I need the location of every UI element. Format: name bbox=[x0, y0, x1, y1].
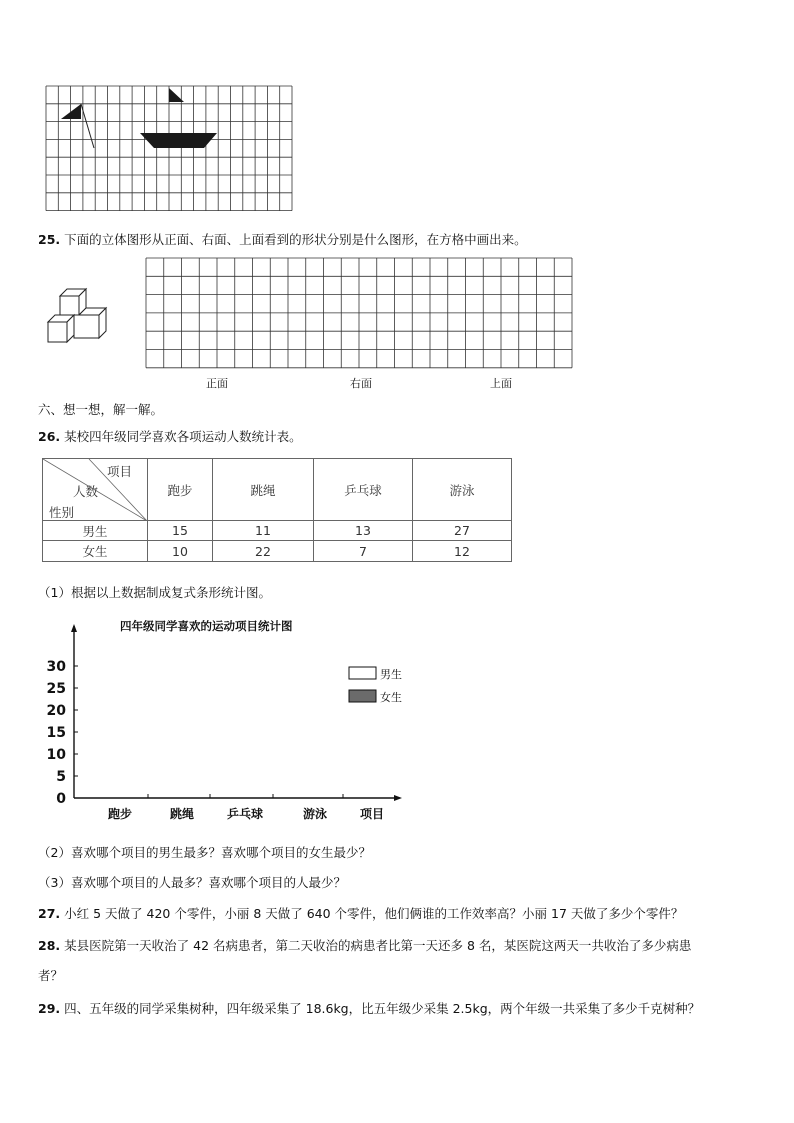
label-front: 正面 bbox=[206, 377, 228, 390]
row-label: 女生 bbox=[43, 541, 148, 562]
table-corner-cell bbox=[43, 459, 148, 521]
corner-item: 项目 bbox=[107, 464, 133, 479]
table-header-cell: 乒乓球 bbox=[314, 459, 413, 521]
bar-chart bbox=[40, 612, 420, 827]
x-category-label: 跳绳 bbox=[169, 807, 195, 821]
cube-figure bbox=[46, 284, 116, 354]
y-tick-label: 20 bbox=[46, 703, 66, 719]
table-cell: 27 bbox=[413, 521, 512, 541]
row-label: 男生 bbox=[43, 521, 148, 541]
table-cell: 10 bbox=[148, 541, 213, 562]
label-top: 上面 bbox=[490, 377, 512, 390]
table-cell: 7 bbox=[314, 541, 413, 562]
y-tick-label: 10 bbox=[46, 747, 66, 763]
y-tick-label: 0 bbox=[56, 791, 66, 807]
question-25: 25. 下面的立体图形从正面、右面、上面看到的形状分别是什么图形，在方格中画出来。 bbox=[38, 232, 527, 247]
question-26: 26. 某校四年级同学喜欢各项运动人数统计表。 bbox=[38, 429, 302, 444]
chart-title: 四年级同学喜欢的运动项目统计图 bbox=[120, 619, 293, 633]
shape-triangle-top bbox=[169, 88, 184, 102]
table-header-cell: 游泳 bbox=[413, 459, 512, 521]
legend-swatch bbox=[349, 690, 376, 702]
question-27: 27. 小红 5 天做了 420 个零件，小丽 8 天做了 640 个零件，他们俩谁的工作效率高？小丽 17 天做了多少个零件？ bbox=[38, 906, 684, 921]
table-cell: 22 bbox=[213, 541, 314, 562]
y-tick-label: 15 bbox=[46, 725, 66, 741]
y-tick-label: 5 bbox=[56, 769, 66, 785]
question-26-sub3: （3）喜欢哪个项目的人最多？喜欢哪个项目的人最少？ bbox=[38, 875, 346, 890]
section-6-title: 六、想一想，解一解。 bbox=[38, 402, 164, 417]
legend-label: 女生 bbox=[380, 691, 402, 704]
table-cell: 13 bbox=[314, 521, 413, 541]
x-category-label: 乒乓球 bbox=[226, 807, 264, 821]
table-cell: 15 bbox=[148, 521, 213, 541]
y-tick-label: 30 bbox=[46, 659, 66, 675]
shape-trapezoid bbox=[140, 133, 217, 148]
x-category-label: 游泳 bbox=[302, 807, 328, 821]
legend-swatch bbox=[349, 667, 376, 679]
corner-count: 人数 bbox=[73, 484, 99, 499]
y-axis-arrow bbox=[71, 624, 77, 632]
x-category-label: 跑步 bbox=[107, 807, 133, 821]
table-header-cell: 跳绳 bbox=[213, 459, 314, 521]
table-header-cell: 跑步 bbox=[148, 459, 213, 521]
table-row bbox=[43, 541, 512, 562]
question-28-cont: 者？ bbox=[38, 968, 64, 983]
table-cell: 12 bbox=[413, 541, 512, 562]
x-axis-arrow bbox=[394, 795, 402, 801]
label-right: 右面 bbox=[350, 377, 372, 390]
question-26-sub2: （2）喜欢哪个项目的男生最多？喜欢哪个项目的女生最少？ bbox=[38, 845, 371, 860]
question-26-sub1: （1）根据以上数据制成复式条形统计图。 bbox=[38, 585, 271, 600]
top-grid-figure bbox=[44, 84, 296, 214]
table-row bbox=[43, 521, 512, 541]
question-28: 28. 某县医院第一天收治了 42 名病患者，第二天收治的病患者比第一天还多 8 名，某医院这两天一共收治了多少病患 bbox=[38, 938, 692, 953]
legend-label: 男生 bbox=[380, 668, 402, 681]
x-axis-label: 项目 bbox=[359, 807, 385, 821]
corner-gender: 性别 bbox=[49, 505, 75, 520]
y-tick-label: 25 bbox=[46, 681, 66, 697]
question-29: 29. 四、五年级的同学采集树种，四年级采集了 18.6kg，比五年级少采集 2.5kg，两个年级一共采集了多少千克树种？ bbox=[38, 1001, 701, 1016]
stat-table bbox=[42, 458, 512, 562]
table-cell: 11 bbox=[213, 521, 314, 541]
q25-drawing-grid[interactable] bbox=[144, 256, 578, 370]
